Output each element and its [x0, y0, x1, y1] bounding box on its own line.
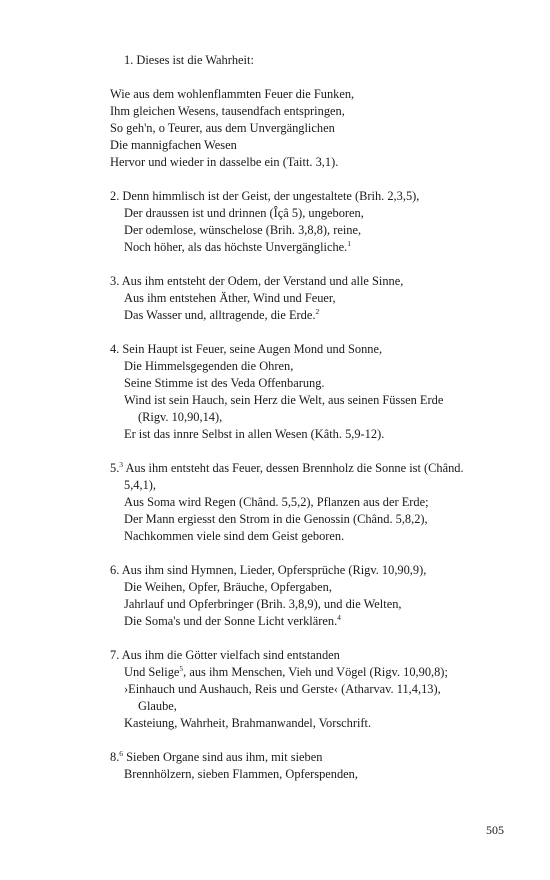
- footnote-marker: 3: [119, 460, 124, 469]
- verse-line: Jahrlauf und Opferbringer (Brih. 3,8,9), und die Welten,: [124, 597, 402, 611]
- verse-line: Kasteiung, Wahrheit, Brahmanwandel, Vorschrift.: [124, 716, 372, 730]
- verse-line: Ihm gleichen Wesens, tausendfach entspringen,: [110, 104, 345, 118]
- footnote-marker: 6: [119, 749, 124, 758]
- verse-line: Seine Stimme ist des Veda Offenbarung.: [124, 376, 325, 390]
- verse-line: 6. Aus ihm sind Hymnen, Lieder, Opfersprüche (Rigv. 10,90,9),: [110, 563, 427, 577]
- verse-line: Wind ist sein Hauch, sein Herz die Welt, aus seinen Füssen Erde: [124, 393, 444, 407]
- verse-line: Das Wasser und, alltragende, die Erde.$^2$: [124, 307, 320, 322]
- verse-line: 2. Denn himmlisch ist der Geist, der ungestaltete (Brih. 2,3,5),: [110, 189, 420, 203]
- verse-line: Aus Soma wird Regen (Chând. 5,5,2), Pflanzen aus der Erde;: [124, 495, 429, 509]
- stanza-3: [110, 273, 515, 324]
- footnote-marker: 1: [347, 239, 352, 248]
- verse-line: Der odemlose, wünschelose (Brih. 3,8,8), reine,: [124, 223, 362, 237]
- verse-line: Und Selige$^5$, aus ihm Menschen, Vieh und Vögel (Rigv. 10,90,8);: [124, 664, 448, 679]
- verse-line: Glaube,: [138, 699, 177, 713]
- verse-line: Noch höher, als das höchste Unvergängliche.$^1$: [124, 239, 352, 254]
- verse-line: Der Mann ergiesst den Strom in die Genossin (Chând. 5,8,2),: [124, 512, 428, 526]
- section-heading: 1. Dieses ist die Wahrheit:: [124, 53, 254, 67]
- verse-line: Der draussen ist und drinnen (Îçâ 5), ungeboren,: [124, 206, 364, 220]
- footnote-marker: 2: [315, 307, 320, 316]
- verse-line: 5,4,1),: [124, 478, 157, 492]
- verse-line: (Rigv. 10,90,14),: [138, 410, 223, 424]
- text-block: [110, 52, 515, 800]
- verse-line: Die Soma's und der Sonne Licht verklären.$^4$: [124, 613, 341, 628]
- verse-line: Hervor und wieder in dasselbe ein (Taitt. 3,1).: [110, 155, 339, 169]
- verse-line: Die mannigfachen Wesen: [110, 138, 237, 152]
- verse-line: Nachkommen viele sind dem Geist geboren.: [124, 529, 345, 543]
- verse-line: 4. Sein Haupt ist Feuer, seine Augen Mond und Sonne,: [110, 342, 383, 356]
- verse-line: 3. Aus ihm entsteht der Odem, der Verstand und alle Sinne,: [110, 274, 404, 288]
- verse-line: Die Weihen, Opfer, Bräuche, Opfergaben,: [124, 580, 332, 594]
- page-number: 505: [486, 823, 504, 837]
- stanza-1: [110, 86, 515, 171]
- verse-line: ›Einhauch und Aushauch, Reis und Gerste‹ (Atharvav. 11,4,13),: [124, 682, 441, 696]
- stanza-8: [110, 749, 515, 783]
- stanza-2: [110, 188, 515, 256]
- verse-line: Brennhölzern, sieben Flammen, Opferspenden,: [124, 767, 358, 781]
- verse-line: So geh'n, o Teurer, aus dem Unvergänglichen: [110, 121, 335, 135]
- stanza-5: [110, 460, 515, 545]
- verse-line: 5.$^3$ Aus ihm entsteht das Feuer, dessen Brennholz die Sonne ist (Chând.: [110, 460, 464, 475]
- verse-line: Er ist das innre Selbst in allen Wesen (Kâth. 5,9-12).: [124, 427, 385, 441]
- verse-line: 8.$^6$ Sieben Organe sind aus ihm, mit sieben: [110, 749, 323, 764]
- verse-line: Die Himmelsgegenden die Ohren,: [124, 359, 294, 373]
- stanza-4: [110, 341, 515, 443]
- verse-line: Wie aus dem wohlenflammten Feuer die Funken,: [110, 87, 355, 101]
- footnote-marker: 5: [179, 664, 184, 673]
- verse-line: Aus ihm entstehen Äther, Wind und Feuer,: [124, 291, 336, 305]
- stanza-7: [110, 647, 515, 732]
- stanza-6: [110, 562, 515, 630]
- verse-line: 7. Aus ihm die Götter vielfach sind entstanden: [110, 648, 340, 662]
- footnote-marker: 4: [337, 613, 341, 622]
